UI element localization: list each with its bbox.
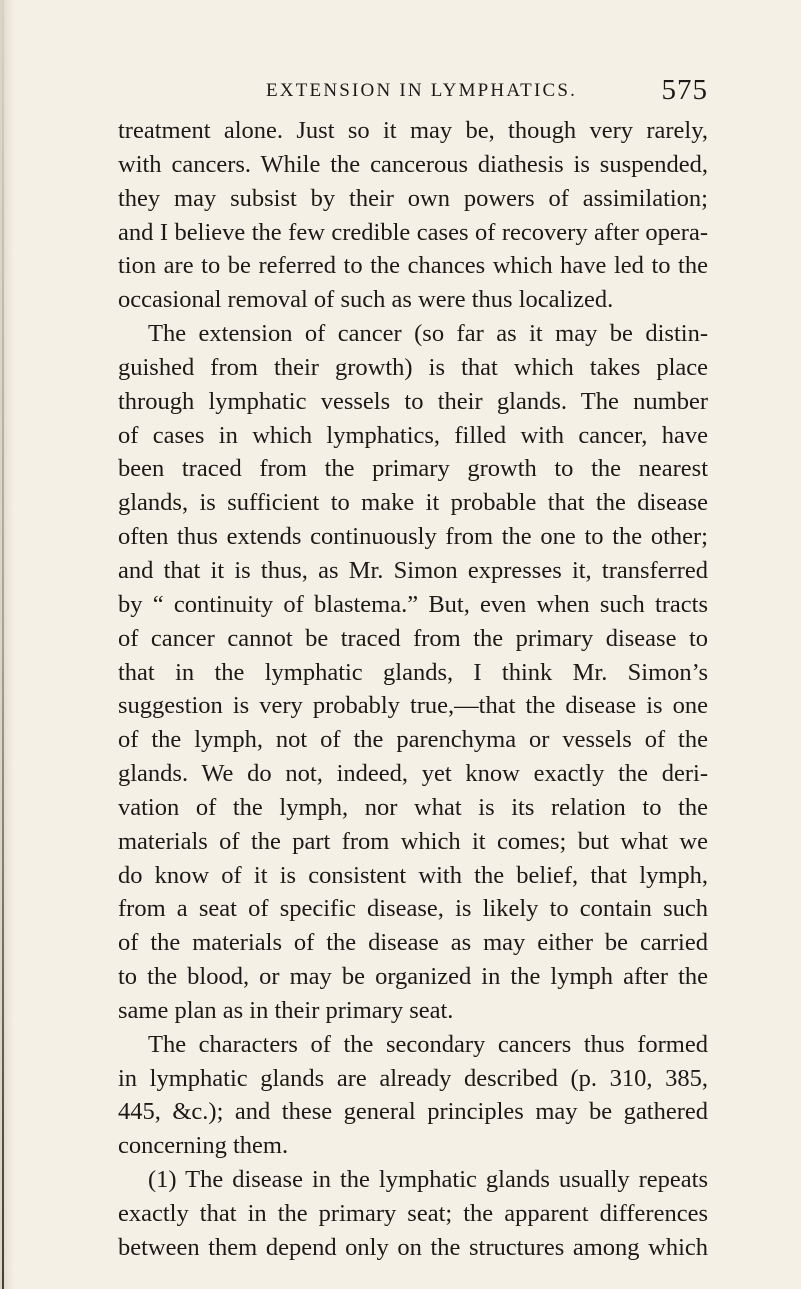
paragraph-end-line: concerning them. bbox=[118, 1132, 289, 1160]
text-line: between them depend only on the structures among which bbox=[118, 1233, 708, 1261]
paragraph-start-line: (1) The disease in the lymphatic glands usually repeats bbox=[148, 1166, 708, 1194]
page-header bbox=[118, 74, 708, 110]
text-line: of the lymph, not of the parenchyma or vessels of the bbox=[118, 726, 708, 754]
text-line: with cancers. While the cancerous diathesis is suspended, bbox=[118, 150, 708, 178]
text-line: exactly that in the primary seat; the apparent differences bbox=[118, 1200, 708, 1227]
body-text bbox=[118, 114, 708, 1265]
text-line: and I believe the few credible cases of recovery after opera- bbox=[118, 218, 708, 246]
text-line: treatment alone. Just so it may be, though very rarely, bbox=[118, 117, 708, 144]
paragraph-end-line: occasional removal of such as were thus localized. bbox=[118, 286, 614, 314]
text-line: materials of the part from which it comes; but what we bbox=[118, 827, 708, 855]
text-line: vation of the lymph, nor what is its relation to the bbox=[118, 793, 708, 821]
text-line: of cancer cannot be traced from the primary disease to bbox=[118, 624, 708, 652]
paragraph-end-line: same plan as in their primary seat. bbox=[118, 996, 454, 1024]
text-line: 445, &c.); and these general principles may be gathered bbox=[118, 1098, 708, 1126]
text-line: glands, is sufficient to make it probable that the disease bbox=[118, 489, 708, 517]
text-line: of cases in which lymphatics, filled with cancer, have bbox=[118, 421, 708, 449]
text-line: through lymphatic vessels to their glands. The number bbox=[118, 387, 708, 415]
text-line: in lymphatic glands are already described (p. 310, 385, bbox=[118, 1064, 708, 1092]
paragraph-start-line: The characters of the secondary cancers thus formed bbox=[148, 1030, 708, 1058]
text-line: guished from their growth) is that which takes place bbox=[118, 353, 708, 381]
text-line: from a seat of specific disease, is likely to contain such bbox=[118, 895, 708, 923]
paragraph-start-line: The extension of cancer (so far as it may be distin- bbox=[148, 320, 708, 348]
text-line: to the blood, or may be organized in the lymph after the bbox=[118, 963, 708, 991]
page-binding-edge bbox=[2, 0, 4, 1289]
page-number: 575 bbox=[661, 74, 708, 106]
text-line: often thus extends continuously from the one to the other; bbox=[118, 523, 708, 551]
text-line: tion are to be referred to the chances which have led to the bbox=[118, 252, 708, 280]
text-line: suggestion is very probably true,—that the disease is one bbox=[118, 692, 708, 720]
text-line: of the materials of the disease as may either be carried bbox=[118, 929, 708, 957]
text-line: been traced from the primary growth to the nearest bbox=[118, 455, 708, 483]
text-line: do know of it is consistent with the belief, that lymph, bbox=[118, 861, 708, 889]
text-line: by “ continuity of blastema.” But, even when such tracts bbox=[118, 590, 708, 618]
running-head: EXTENSION IN LYMPHATICS. bbox=[266, 80, 578, 101]
text-line: and that it is thus, as Mr. Simon expresses it, transferred bbox=[118, 556, 708, 584]
text-line: they may subsist by their own powers of assimilation; bbox=[118, 184, 708, 212]
text-line: glands. We do not, indeed, yet know exactly the deri- bbox=[118, 760, 708, 788]
text-line: that in the lymphatic glands, I think Mr. Simon’s bbox=[118, 658, 708, 686]
